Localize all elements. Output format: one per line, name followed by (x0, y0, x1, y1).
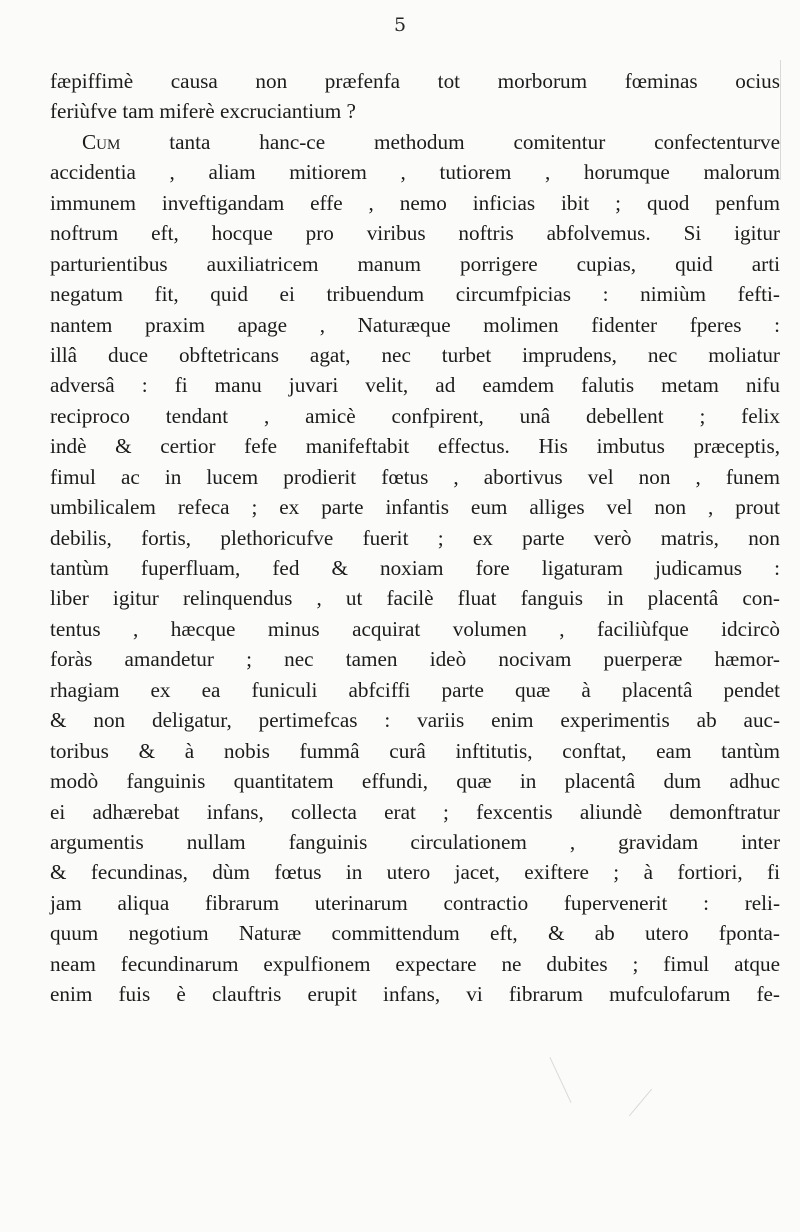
text-line: rhagiam ex ea funiculi abfciffi parte quæ à placentâ pendet (50, 677, 780, 702)
scan-crease-mark (549, 1057, 571, 1103)
text-line: debilis, fortis, plethoricufve fuerit ; ex parte verò matris, non (50, 525, 780, 550)
text-line: immunem inveftigandam effe , nemo inficias ibit ; quod penfum (50, 190, 780, 215)
text-line: fæpiffimè causa non præfenfa tot morborum fœminas ocius (50, 69, 780, 93)
text-line: tentus , hæcque minus acquirat volumen , faciliùfque idcircò (50, 616, 780, 641)
text-line: & non deligatur, pertimefcas : variis enim experimentis ab auc- (50, 708, 780, 733)
text-line: fimul ac in lucem prodierit fœtus , abortivus vel non , funem (50, 464, 780, 489)
text-line: reciproco tendant , amicè confpirent, unâ debellent ; felix (50, 403, 780, 428)
text-line: neam fecundinarum expulfionem expectare ne dubites ; fimul atque (50, 951, 780, 976)
text-line: indè & certior fefe manifeftabit effectus. His imbutus præceptis, (50, 434, 780, 459)
body-text (50, 66, 780, 1010)
text-line: umbilicalem refeca ; ex parte infantis eum alliges vel non , prout (50, 495, 780, 520)
text-line: jam aliqua fibrarum uterinarum contractio fupervenerit : reli- (50, 890, 780, 915)
scan-crease-mark (780, 60, 781, 180)
text-line-rest: tanta hanc-ce methodum comitentur confectenturve (169, 129, 780, 154)
text-line: negatum fit, quid ei tribuendum circumfpicias : nimiùm fefti- (50, 282, 780, 307)
text-line: adversâ : fi manu juvari velit, ad eamdem falutis metam nifu (50, 373, 780, 398)
text-line: accidentia , aliam mitiorem , tutiorem , horumque malorum (50, 160, 780, 185)
text-line: noftrum eft, hocque pro viribus noftris abfolvemus. Si igitur (50, 221, 780, 246)
text-line: tantùm fuperfluam, fed & noxiam fore ligaturam judicamus : (50, 556, 780, 580)
text-line: feriùfve tam miferè excruciantium ? (50, 99, 356, 124)
text-line: & fecundinas, dùm fœtus in utero jacet, exiftere ; à fortiori, fi (50, 860, 780, 885)
scan-crease-mark (629, 1089, 652, 1116)
text-line: modò fanguinis quantitatem effundi, quæ in placentâ dum adhuc (50, 769, 780, 794)
text-line: parturientibus auxiliatricem manum porrigere cupias, quid arti (50, 251, 780, 276)
text-line: enim fuis è clauftris erupit infans, vi fibrarum mufculofarum fe- (50, 982, 780, 1007)
page-number: 5 (393, 14, 407, 36)
text-line: toribus & à nobis fummâ curâ inftitutis, conftat, eam tantùm (50, 738, 780, 763)
text-line (50, 127, 780, 157)
text-line: argumentis nullam fanguinis circulationem , gravidam inter (50, 829, 780, 854)
text-line: illâ duce obftetricans agat, nec turbet imprudens, nec moliatur (50, 342, 780, 367)
paragraph-initial-word: Cum (82, 129, 121, 154)
text-line: quum negotium Naturæ committendum eft, & ab utero fponta- (50, 921, 780, 946)
text-line: foràs amandetur ; nec tamen ideò nocivam puerperæ hæmor- (50, 647, 780, 672)
text-line: nantem praxim apage , Naturæque molimen fidenter fperes : (50, 312, 780, 337)
text-line: liber igitur relinquendus , ut facilè fluat fanguis in placentâ con- (50, 586, 780, 611)
text-line: ei adhærebat infans, collecta erat ; fexcentis aliundè demonftratur (50, 799, 780, 824)
